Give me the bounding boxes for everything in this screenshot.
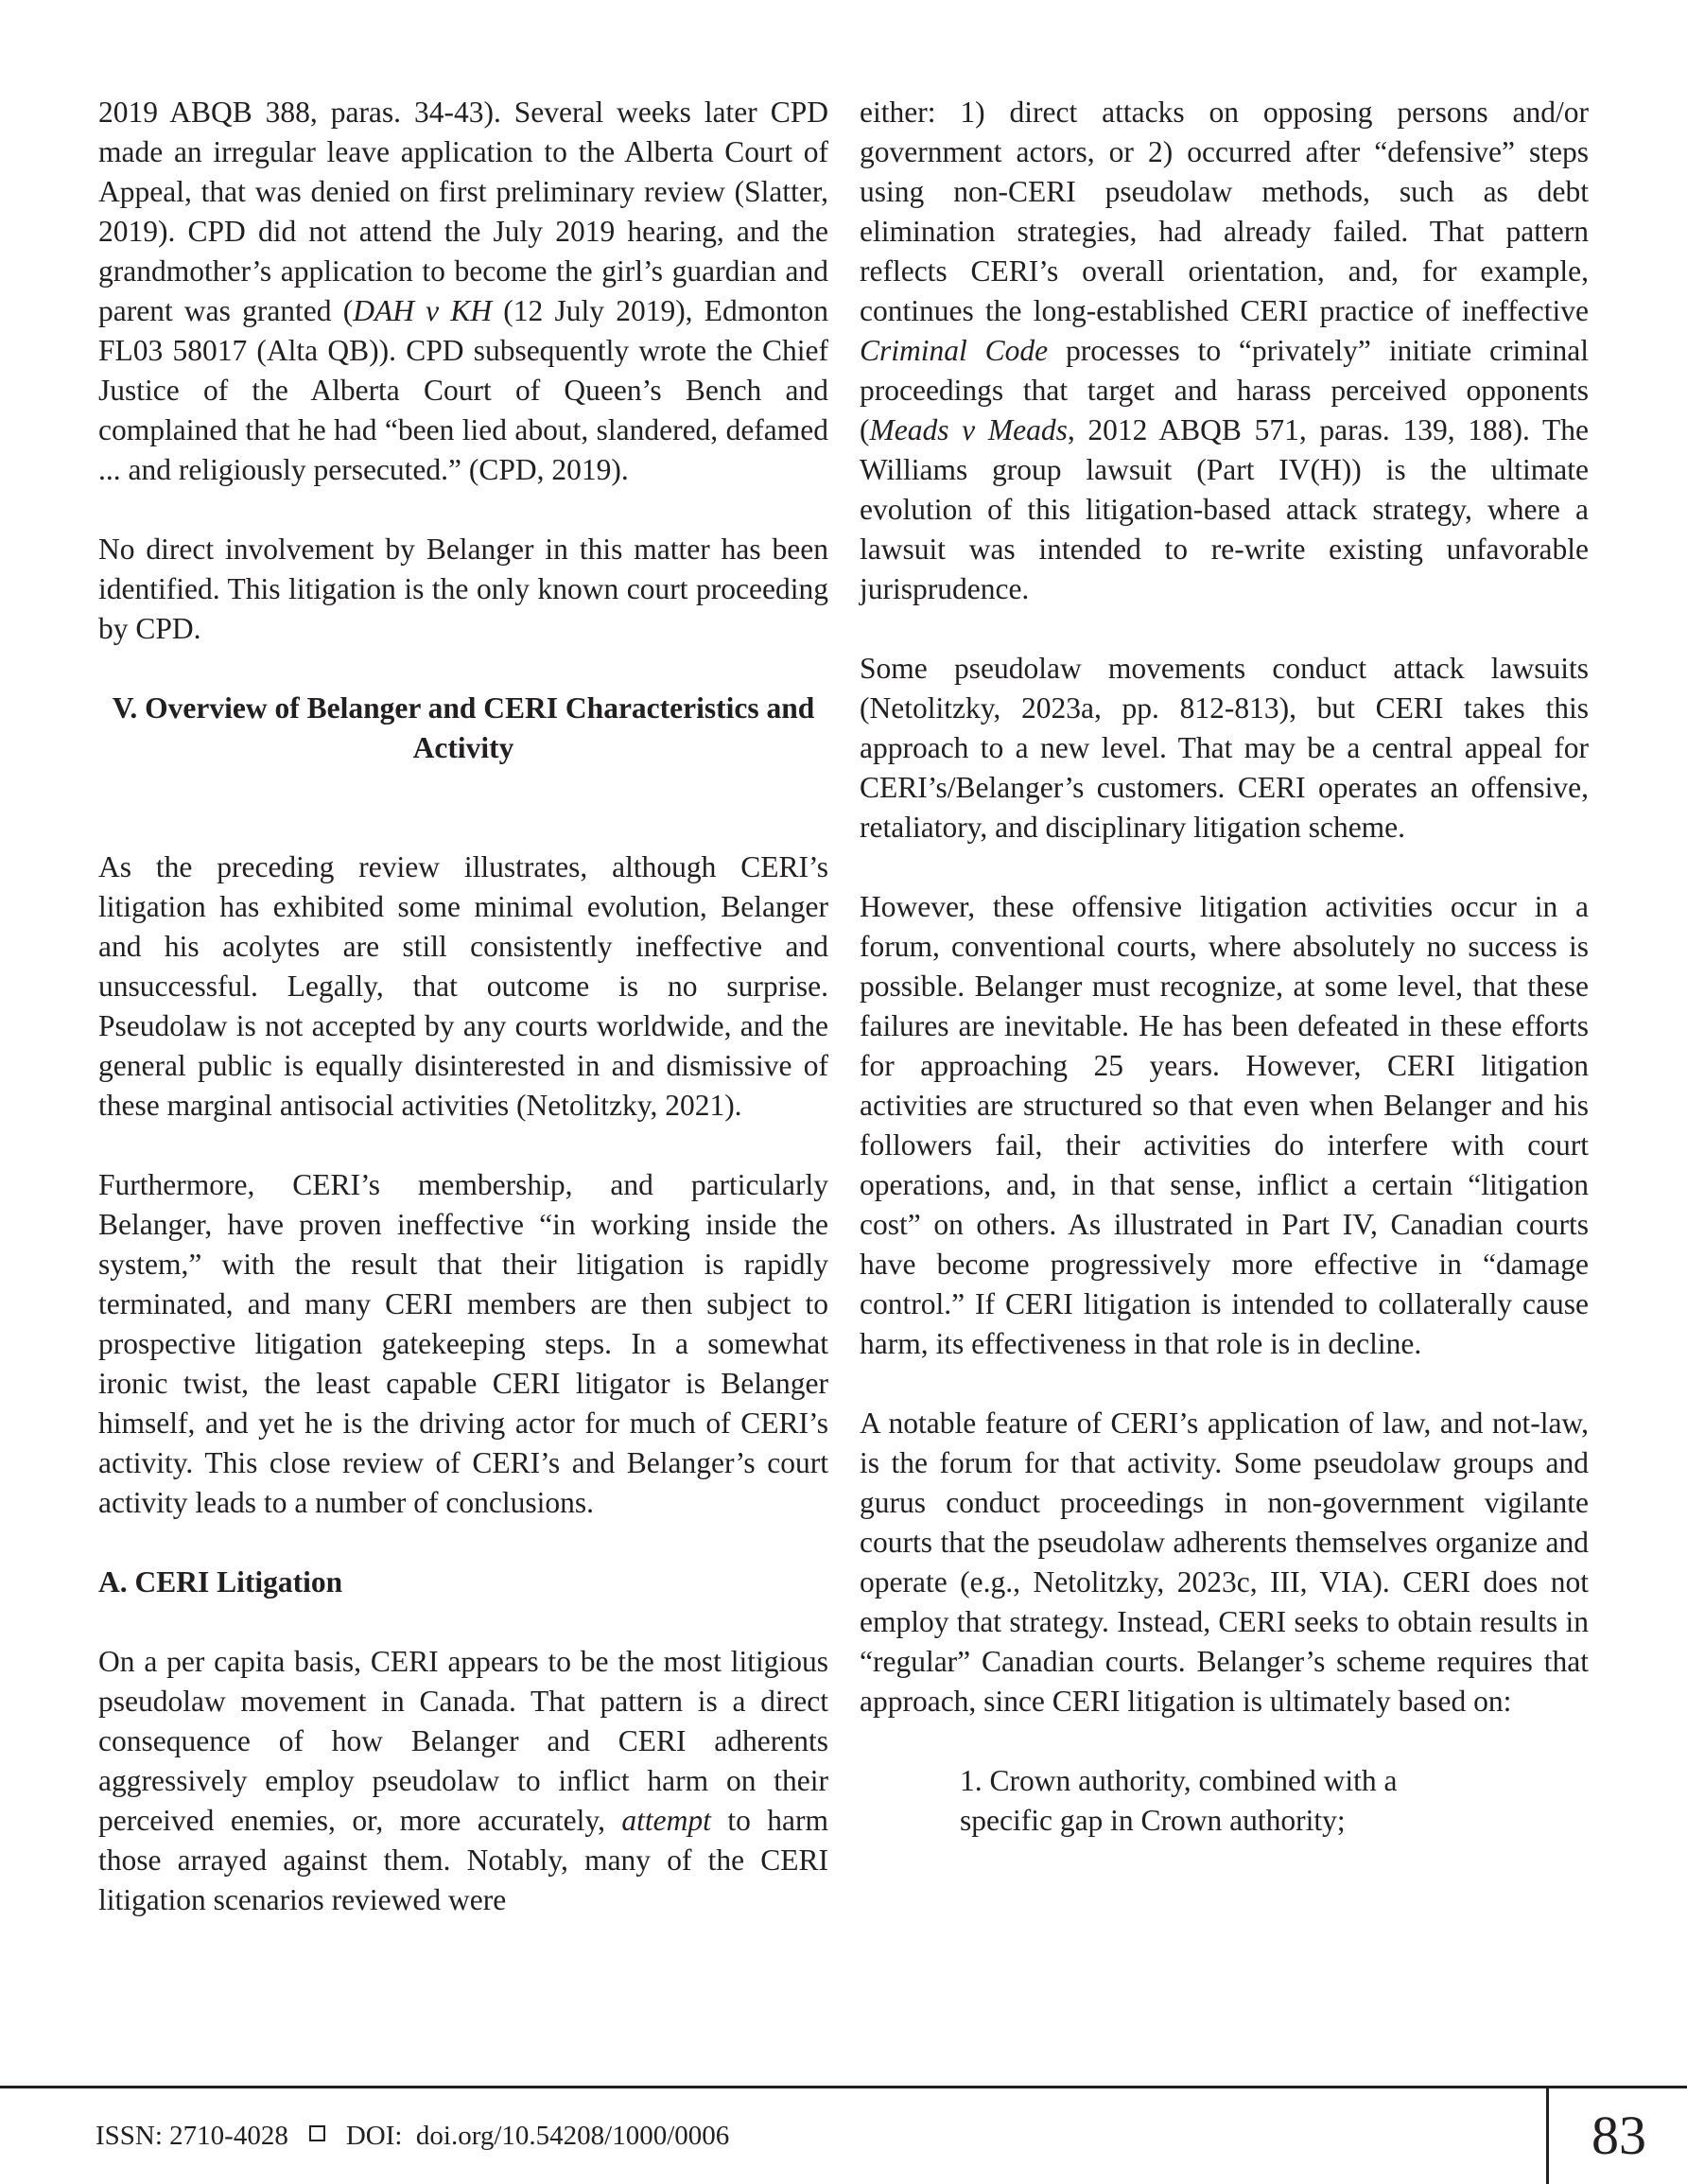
paragraph bbox=[860, 93, 1589, 609]
issn: ISSN: 2710-4028 bbox=[96, 2121, 288, 2151]
text-run: processes to “privately” initiate criminal proceedings that target and harass perceived opponents ( bbox=[860, 334, 1590, 446]
right-column bbox=[860, 93, 1589, 1841]
left-column bbox=[98, 93, 828, 1920]
hollow-square-icon bbox=[309, 2125, 325, 2141]
text-run: either: 1) direct attacks on opposing persons and/or government actors, or 2) occurred after “defensive” steps using non-CERI pseudolaw methods, such as debt elimination strategies, had already failed. That pattern reflects CERI’s overall orientation, and, for example, continues the long-established CERI practice of ineffective bbox=[860, 96, 1589, 327]
paragraph: A notable feature of CERI’s application of law, and not-law, is the forum for that activity. Some pseudolaw groups and gurus conduct proceedings in non-government vigilante courts that the pseudolaw adherents themselves organize and operate (e.g., Netolitzky, 2023c, III, VIA). CERI does not employ that strategy. Instead, CERI seeks to obtain results in “regular” Canadian courts. Belanger’s scheme requires that approach, since CERI litigation is ultimately based on: bbox=[860, 1406, 1589, 1718]
text-run: , 2012 ABQB 571, paras. 139, 188). The Williams group lawsuit (Part IV(H)) is the ultimate evolution of this litigation-based attack strategy, where a lawsuit was intended to re-write existing unfavorable jurisprudence. bbox=[860, 413, 1589, 605]
case-citation-italic: DAH v KH bbox=[353, 294, 493, 327]
emphasis-italic: attempt bbox=[621, 1804, 711, 1837]
text-run: 2019 ABQB 388, paras. 34-43). Several weeks later CPD made an irregular leave application to the Alberta Court of Appeal, that was denied on first preliminary review (Slatter, 2019). CPD did not attend the July 2019 hearing, and the grandmother’s application to become the girl’s guardian and parent was granted ( bbox=[98, 96, 828, 327]
list-item: 1. Crown authority, combined with a specific gap in Crown authority; bbox=[960, 1764, 1398, 1837]
footer-journal-info bbox=[96, 2119, 729, 2153]
paragraph: Furthermore, CERI’s membership, and particularly Belanger, have proven ineffective “in working inside the system,” with the result that their litigation is rapidly terminated, and many CERI members are then subject to prospective litigation gatekeeping steps. In a somewhat ironic twist, the least capable CERI litigator is Belanger himself, and yet he is the driving actor for much of CERI’s activity. This close review of CERI’s and Belanger’s court activity leads to a number of conclusions. bbox=[98, 1168, 828, 1519]
paragraph: No direct involvement by Belanger in this matter has been identified. This litigation is the only known court proceeding by CPD. bbox=[98, 533, 828, 645]
statute-italic: Criminal Code bbox=[860, 334, 1049, 367]
text-run: to harm those arrayed against them. Notably, many of the CERI litigation scenarios reviewed were bbox=[98, 1804, 828, 1916]
numbered-list bbox=[860, 1761, 1470, 1841]
page-number: 83 bbox=[1591, 2105, 1646, 2166]
paragraph: As the preceding review illustrates, although CERI’s litigation has exhibited some minimal evolution, Belanger and his acolytes are still consistently ineffective and unsuccessful. Legally, that outcome is no surprise. Pseudolaw is not accepted by any courts worldwide, and the general public is equally disinterested in and dismissive of these marginal antisocial activities (Netolitzky, 2021). bbox=[98, 850, 828, 1122]
text-run: On a per capita basis, CERI appears to be the most litigious pseudolaw movement in Canada. That pattern is a direct consequence of how Belanger and CERI adherents aggressively employ pseudolaw to inflict harm on their perceived enemies, or, more accurately, bbox=[98, 1645, 828, 1837]
text-run: (12 July 2019), Edmonton FL03 58017 (Alta QB)). CPD subsequently wrote the Chief Justice of the Alberta Court of Queen’s Bench and complained that he had “been lied about, slandered, defamed ... and religiously persecuted.” (CPD, 2019). bbox=[98, 294, 828, 486]
doi-link[interactable]: DOI: doi.org/10.54208/1000/0006 bbox=[345, 2121, 730, 2151]
paragraph: Some pseudolaw movements conduct attack lawsuits (Netolitzky, 2023a, pp. 812-813), but CERI takes this approach to a new level. That may be a central appeal for CERI’s/Belanger’s customers. CERI operates an offensive, retaliatory, and disciplinary litigation scheme. bbox=[860, 652, 1589, 844]
paragraph bbox=[98, 93, 828, 490]
paragraph bbox=[98, 1642, 828, 1920]
section-heading: V. Overview of Belanger and CERI Characteristics and Activity bbox=[112, 691, 815, 764]
subsection-heading: A. CERI Litigation bbox=[98, 1565, 343, 1599]
paragraph: However, these offensive litigation activities occur in a forum, conventional courts, where absolutely no success is possible. Belanger must recognize, at some level, that these failures are inevitable. He has been defeated in these efforts for approaching 25 years. However, CERI litigation activities are structured so that even when Belanger and his followers fail, their activities do interfere with court operations, and, in that sense, inflict a certain “litigation cost” on others. As illustrated in Part IV, Canadian courts have become progressively more effective in “damage control.” If CERI litigation is intended to collaterally cause harm, its effectiveness in that role is in decline. bbox=[860, 890, 1589, 1360]
footer-divider bbox=[0, 2086, 1687, 2088]
footer-vertical-divider bbox=[1546, 2086, 1549, 2184]
case-citation-italic: Meads v Meads bbox=[869, 413, 1068, 446]
